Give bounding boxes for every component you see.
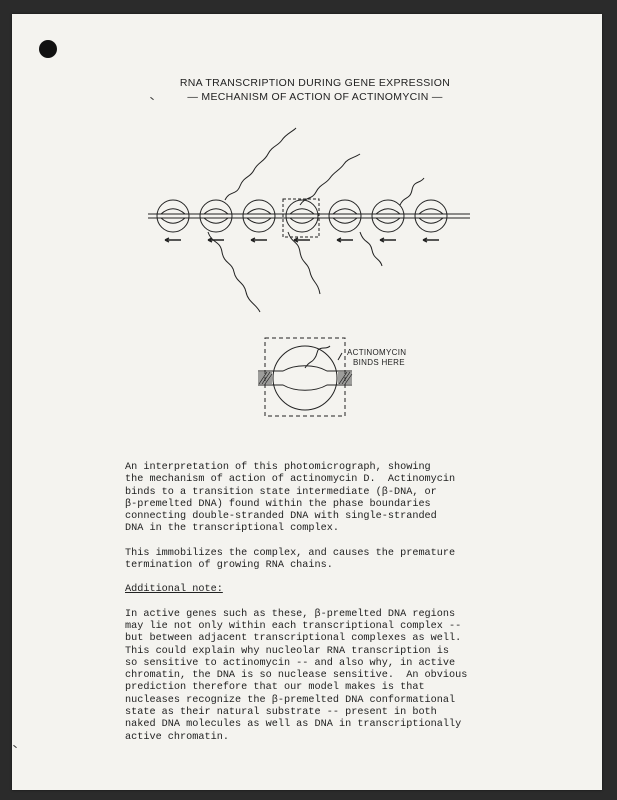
paragraph-interpretation: An interpretation of this photomicrograph, showing the mechanism of action of actinomycin D. Actinomycin binds to a transition state intermediate (β-DNA, or β-premelted DNA) found within the phase boundaries connecting double-stranded DNA with single-stranded DNA in the transcriptional complex.: [125, 462, 456, 535]
enlarged-complex: [273, 346, 337, 410]
paragraph-immobilizes: This immobilizes the complex, and causes the premature termination of growing RNA chains.: [125, 547, 456, 572]
transcription-complex: [200, 200, 232, 232]
rna-chain: [225, 128, 296, 200]
transcription-complex: [157, 200, 189, 232]
rna-chain: [208, 232, 260, 312]
melted-bubble: [247, 209, 271, 224]
transcription-complex: [243, 200, 275, 232]
rna-chain: [288, 232, 320, 294]
rna-chain: [400, 178, 424, 205]
rna-chain: [360, 232, 382, 266]
title-line-1: RNA TRANSCRIPTION DURING GENE EXPRESSION: [179, 77, 451, 89]
transcription-complex: [372, 200, 404, 232]
rna-chain: [300, 154, 360, 205]
melted-bubble: [333, 209, 357, 224]
body-text: [125, 462, 525, 756]
direction-arrow: [337, 238, 353, 242]
transcription-complex: [329, 200, 361, 232]
melted-bubble: [161, 209, 185, 224]
transcription-complex: [415, 200, 447, 232]
callout-line-1: ACTINOMYCIN: [347, 348, 407, 357]
enlarged-dna-bottom: [258, 385, 352, 390]
transcription-complex: [286, 200, 318, 232]
melted-bubble: [419, 209, 443, 224]
enlarged-box: [265, 338, 345, 416]
enlarged-dna-top: [258, 366, 352, 371]
direction-arrow: [165, 238, 181, 242]
melted-bubble: [376, 209, 400, 224]
melted-bubble: [290, 209, 314, 224]
melted-bubble: [204, 209, 228, 224]
callout-leader: [338, 353, 342, 360]
title-line-2: — MECHANISM OF ACTION OF ACTINOMYCIN —: [187, 91, 443, 103]
complex-row: [157, 200, 447, 232]
enlarged-rna: [305, 346, 330, 368]
paragraph-additional-note: In active genes such as these, β-premelted DNA regions may lie not only within each transcriptional complex -- but between adjacent transcriptional complexes as well. This could explain why nucleolar RNA transcription is so sensitive to actinomycin -- and also why, in active chromatin, the DNA is so nuclease sensitive. An obvious prediction therefore that our model makes is that nucleases recognize the β-premelted DNA conformational state as their natural substrate -- present in both naked DNA molecules as well as DNA in transcriptionally active chromatin.: [125, 608, 468, 743]
direction-arrow: [294, 238, 310, 242]
direction-arrow: [251, 238, 267, 242]
binding-sites: [258, 372, 352, 384]
direction-arrows: [165, 238, 439, 242]
direction-arrow: [423, 238, 439, 242]
direction-arrow: [380, 238, 396, 242]
direction-arrow: [208, 238, 224, 242]
callout-line-2: BINDS HERE: [353, 358, 405, 367]
additional-note-heading: Additional note:: [125, 584, 223, 596]
